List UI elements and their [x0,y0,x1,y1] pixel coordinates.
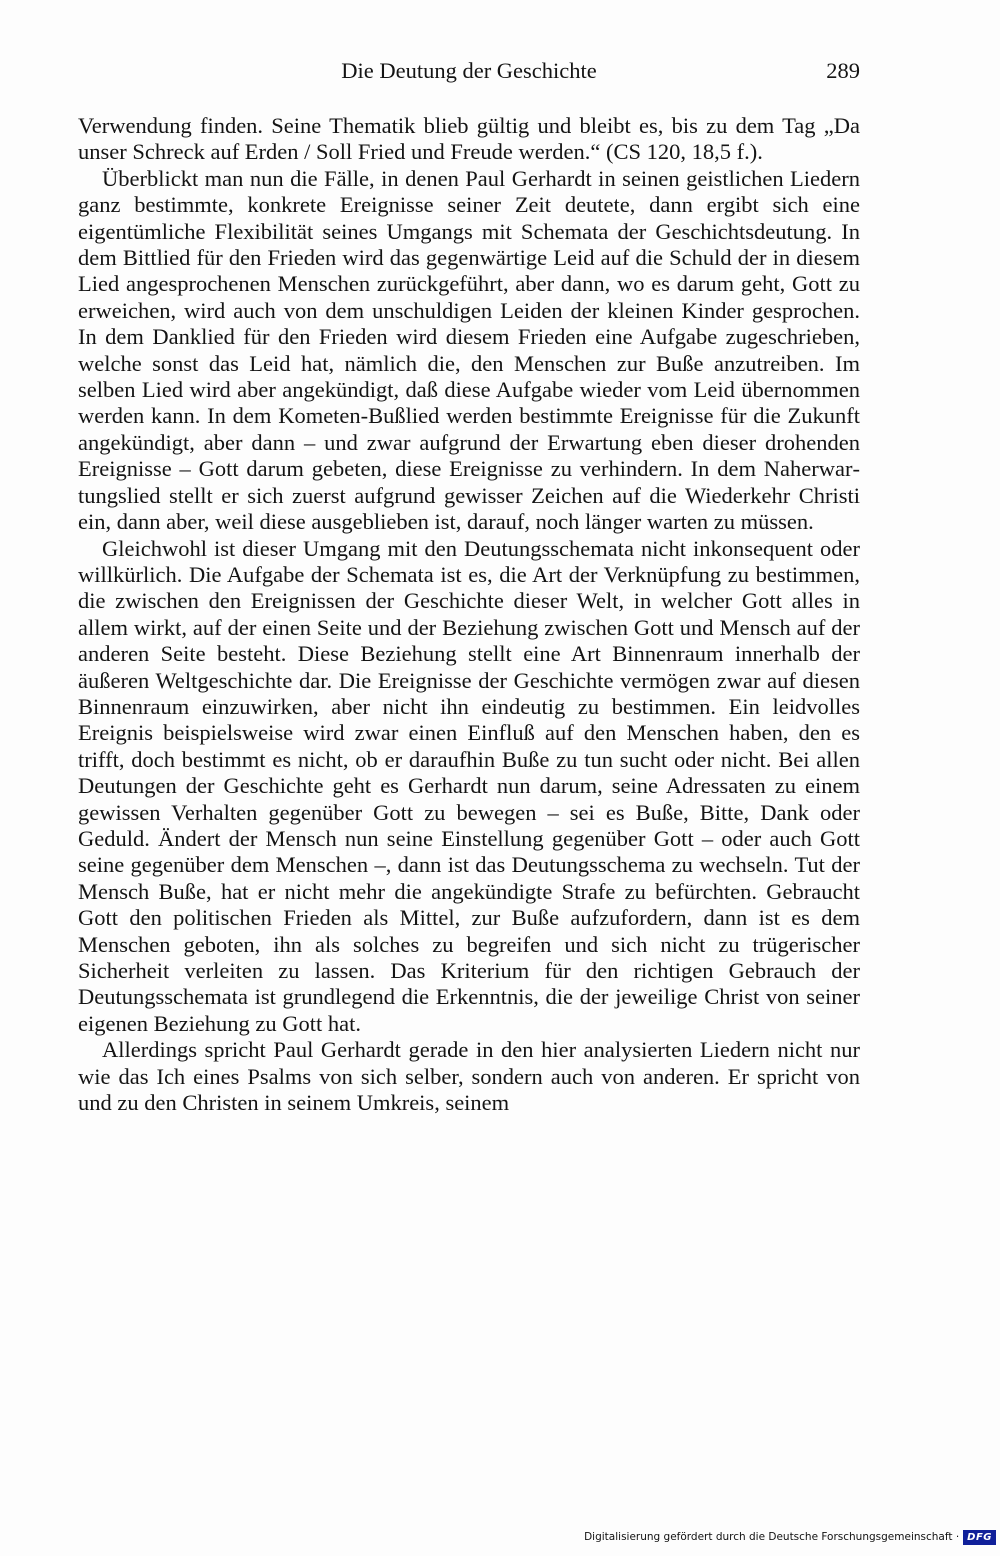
paragraph: Allerdings spricht Paul Gerhardt gerade in den hier analysierten Liedern nicht nur wie das Ich eines Psalms von sich selber, sondern auch von anderen. Er spricht von und zu den Christen in seinem Umkreis, seinem [78,1037,860,1116]
page-number: 289 [826,58,860,83]
paragraph: Gleichwohl ist dieser Umgang mit den Deutungsschemata nicht inkonsequent oder willkürlich. Die Aufgabe der Schemata ist es, die Art der Verknüpfung zu bestimmen, die zwischen den Ereignissen der Geschichte dieser Welt, in welcher Gott alles in allem wirkt, auf der einen Seite und der Beziehung zwischen Gott und Mensch auf der anderen Seite besteht. Diese Beziehung stellt eine Art Binnenraum innerhalb der äußeren Weltgeschichte dar. Die Ereignisse der Geschichte vermögen zwar auf diesen Binnenraum einzuwirken, aber nicht ihn eindeutig zu bestimmen. Ein leidvolles Ereignis beispielsweise wird zwar einen Einfluß auf den Menschen haben, den es trifft, doch bestimmt es nicht, ob er daraufhin Buße zu tun sucht oder nicht. Bei allen Deutungen der Geschichte geht es Gerhardt nun darum, seine Adressaten zu einem gewissen Verhalten gegenüber Gott zu bewegen – sei es Buße, Bitte, Dank oder Geduld. Ändert der Mensch nun seine Einstellung gegenüber Gott – oder auch Gott seine gegenüber dem Menschen –, dann ist das Deutungsschema zu wechseln. Tut der Mensch Buße, hat er nicht mehr die angekündigte Strafe zu befürchten. Gebraucht Gott den politischen Frieden als Mittel, zur Buße aufzufordern, dann ist es dem Menschen geboten, ihn als solches zu begreifen und sich nicht zu trügerischer Sicherheit verleiten zu lassen. Das Kriterium für den richtigen Gebrauch der Deutungsschemata ist grundlegend die Erkenntnis, die der jeweilige Christ von seiner eigenen Beziehung zu Gott hat. [78,535,860,1036]
paragraph: Verwendung finden. Seine Thematik blieb gültig und bleibt es, bis zu dem Tag „Da unser Schreck auf Erden / Soll Fried und Freude werden.“ (CS 120, 18,5 f.). [78,113,860,165]
body-text [78,113,860,1116]
running-head [78,58,860,90]
dfg-logo: DFG [963,1530,996,1545]
paragraph: Überblickt man nun die Fälle, in denen Paul Gerhardt in seinen geistlichen Liedern ganz bestimmte, konkrete Ereignisse seiner Zeit deutete, dann ergibt sich eine eigentümliche Flexibilität seines Umgangs mit Schemata der Geschichtsdeutung. In dem Bittlied für den Frieden wird das gegenwärtige Leid auf die Schuld der in diesem Lied angesprochenen Menschen zurückgeführt, aber dann, wo es darum geht, Gott zu erweichen, wird auch von dem unschuldigen Leiden der kleinen Kinder gesprochen. In dem Danklied für den Frieden wird diesem Frieden eine Aufgabe zugeschrieben, welche sonst das Leid hat, nämlich die, den Menschen zur Buße anzutreiben. Im selben Lied wird aber angekündigt, daß diese Aufgabe wieder vom Leid übernommen werden kann. In dem Kometen-Bußlied werden bestimmte Ereignisse für die Zukunft angekündigt, aber dann – und zwar aufgrund der Erwartung eben dieser drohenden Ereignisse – Gott darum gebeten, diese Ereignisse zu verhindern. In dem Naherwartungslied stellt er sich zuerst aufgrund gewisser Zeichen auf die Wiederkehr Christi ein, dann aber, weil diese ausgeblieben ist, darauf, noch länger warten zu müssen. [78,165,860,535]
running-title: Die Deutung der Geschichte [341,58,597,83]
credit-text: Digitalisierung gefördert durch die Deutsche Forschungsgemeinschaft · [584,1531,960,1543]
digitization-credit [584,1526,996,1548]
